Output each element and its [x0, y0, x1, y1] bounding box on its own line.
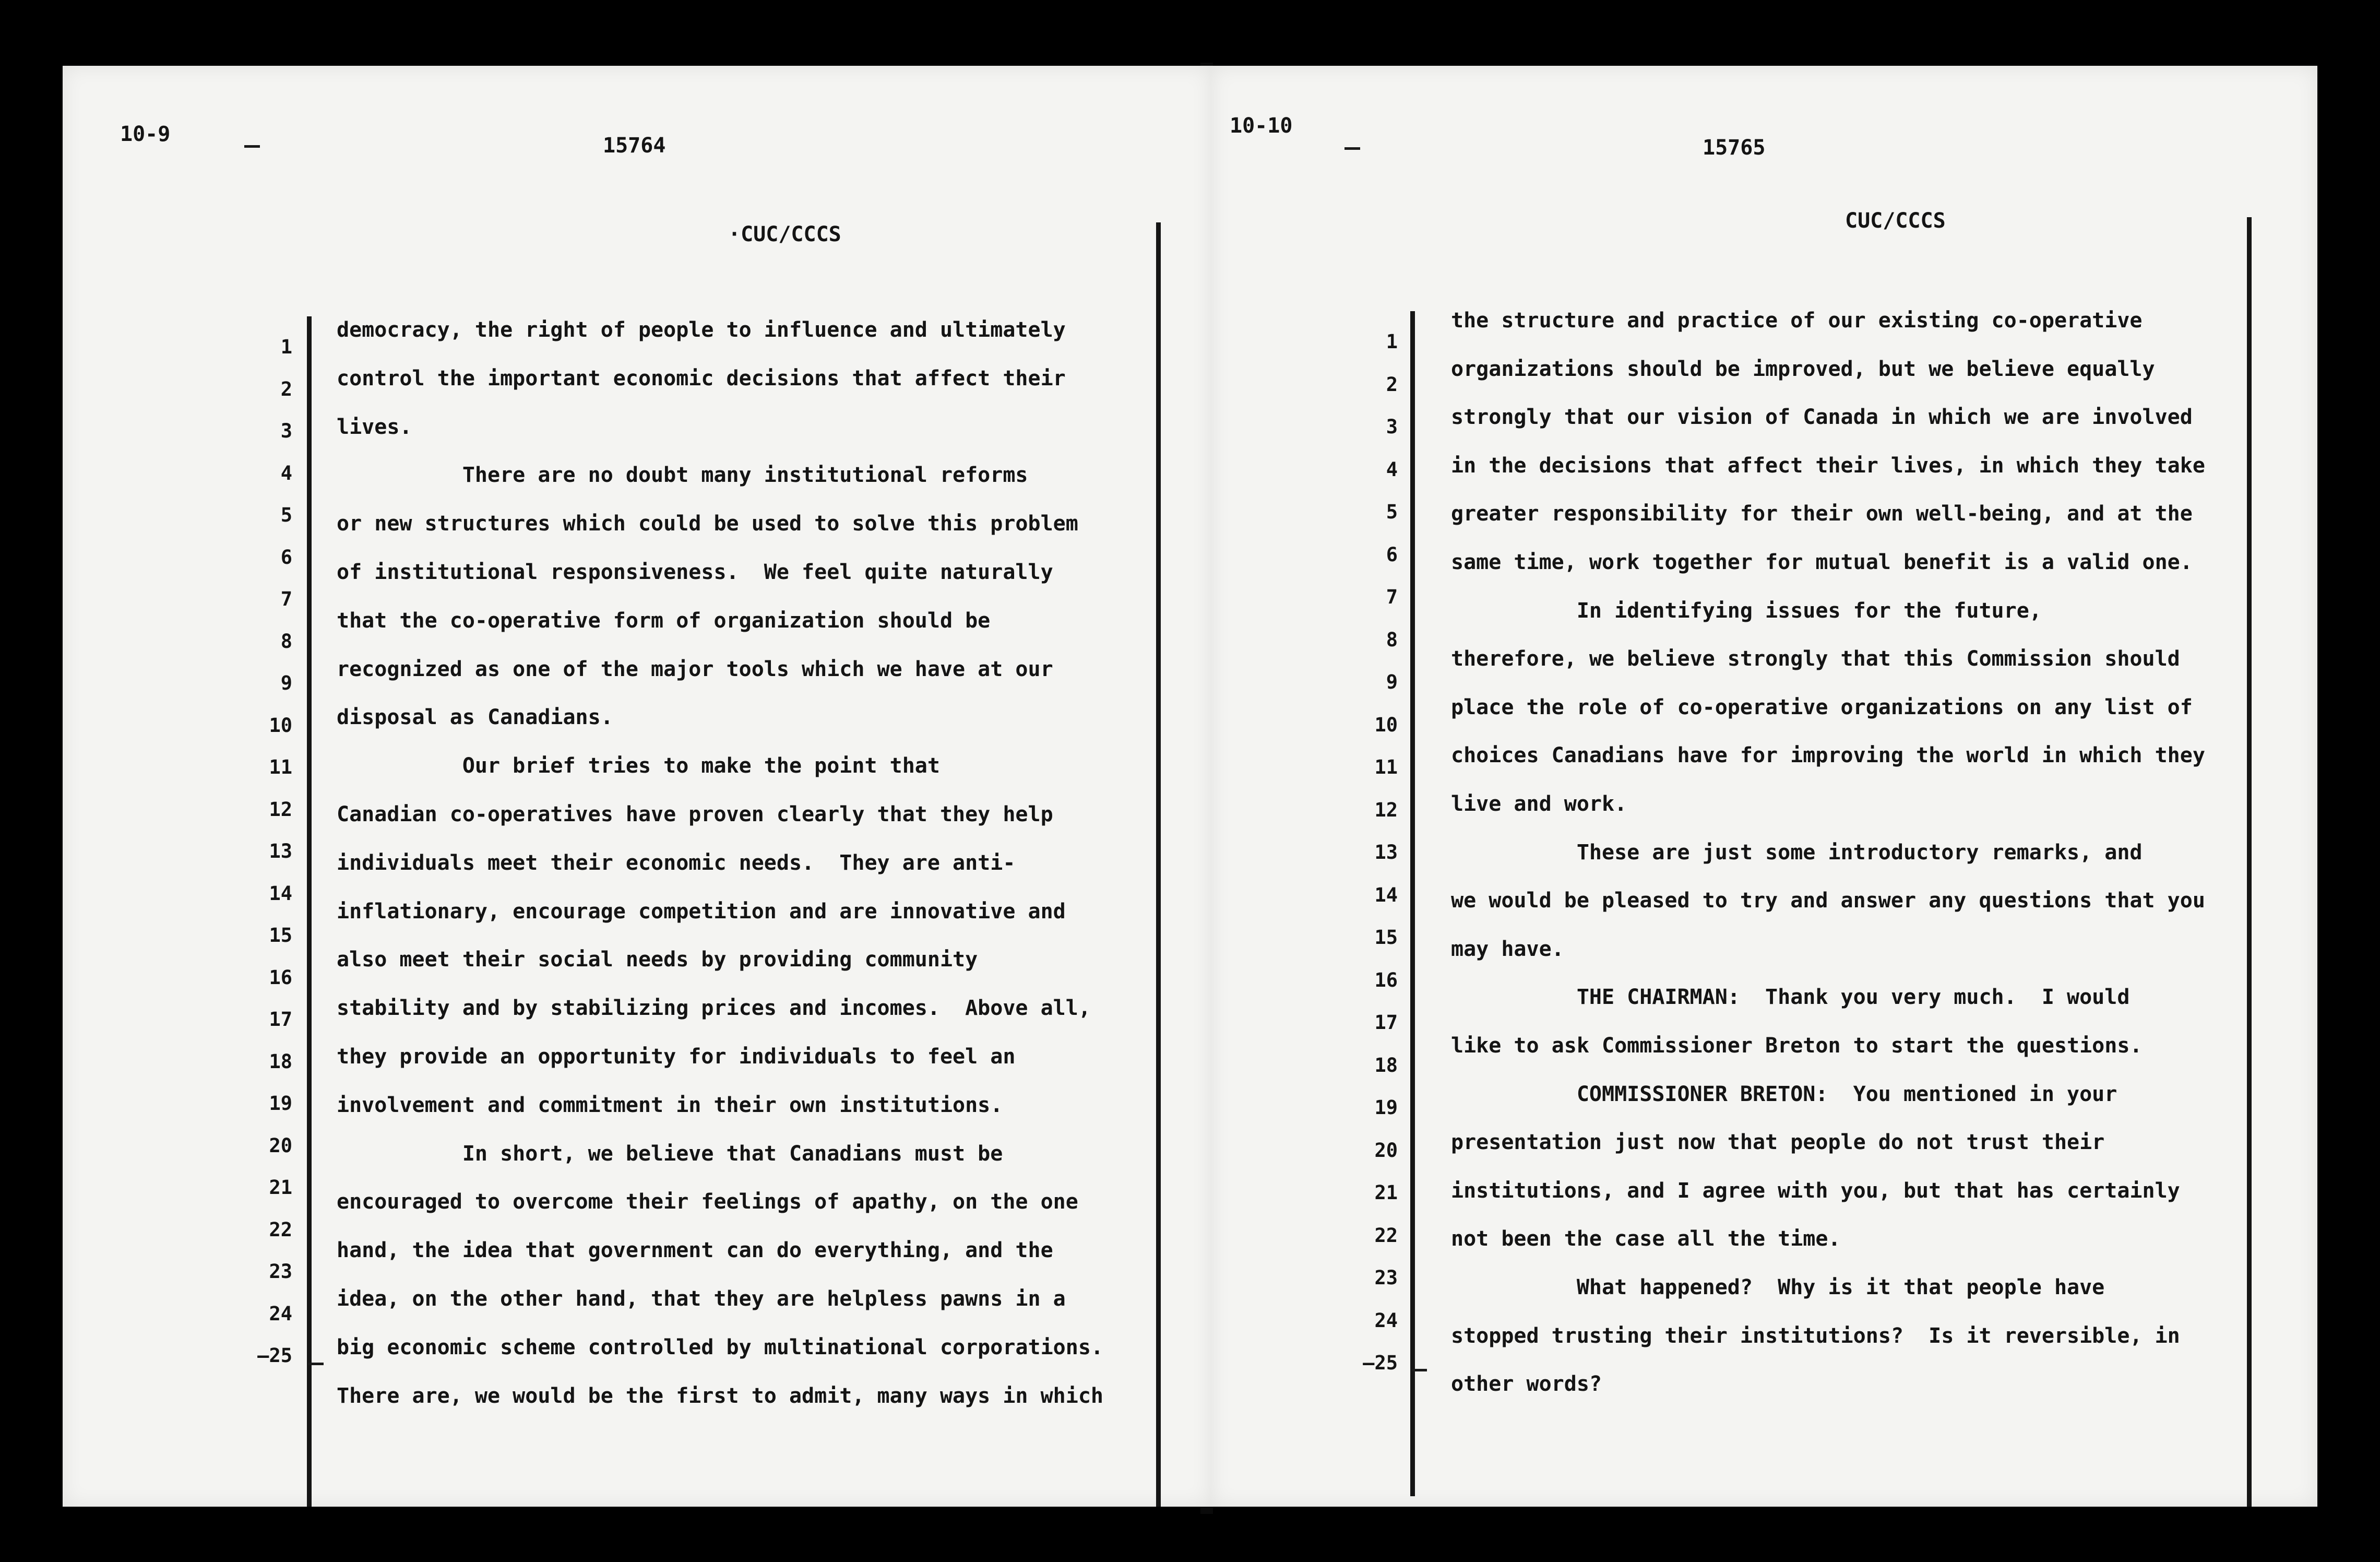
- line-number: 14: [1374, 883, 1398, 906]
- line-number: 1: [280, 336, 292, 358]
- transcript-line: encouraged to overcome their feelings of apathy, on the one: [337, 1190, 1078, 1214]
- transcript-line: lives.: [337, 415, 412, 439]
- transcript-line: hand, the idea that government can do everything, and the: [337, 1238, 1053, 1263]
- transcript-line: also meet their social needs by providing community: [337, 948, 978, 972]
- line-number: 22: [269, 1218, 292, 1241]
- transcript-line: These are just some introductory remarks, and: [1451, 840, 2143, 865]
- right-transcript-page: [1211, 66, 2317, 1507]
- transcript-line: institutions, and I agree with you, but that has certainly: [1451, 1178, 2180, 1203]
- left-page-number: 15764: [603, 134, 666, 158]
- line-number: 22: [1374, 1224, 1398, 1247]
- line-number: 13: [269, 840, 292, 862]
- transcript-line: choices Canadians have for improving the world in which they: [1451, 743, 2205, 768]
- line-number: 1: [1386, 330, 1398, 353]
- left-bottom-dash: [308, 1363, 324, 1365]
- line-number: 7: [280, 588, 292, 610]
- line-number: 4: [280, 462, 292, 484]
- line-number: 10: [1374, 713, 1398, 736]
- line-number: 14: [269, 882, 292, 905]
- line-number: 18: [269, 1050, 292, 1073]
- transcript-line: that the co-operative form of organization should be: [337, 608, 991, 633]
- transcript-line: of institutional responsiveness. We feel quite naturally: [337, 560, 1053, 584]
- transcript-line: Canadian co-operatives have proven clearly that they help: [337, 802, 1053, 826]
- line-number: 12: [269, 798, 292, 821]
- line-number: 21: [269, 1176, 292, 1199]
- line-number: 6: [1386, 543, 1398, 566]
- line-number: 24: [1374, 1309, 1398, 1332]
- transcript-line: same time, work together for mutual benefit is a valid one.: [1451, 550, 2193, 574]
- line-number: 11: [269, 756, 292, 778]
- line-number: 23: [1374, 1267, 1398, 1289]
- transcript-line: presentation just now that people do not trust their: [1451, 1130, 2105, 1155]
- transcript-line: COMMISSIONER BRETON: You mentioned in your: [1451, 1082, 2117, 1106]
- right-right-margin-rule: [2247, 217, 2252, 1507]
- left-page-ref: 10-9: [120, 122, 171, 146]
- transcript-line: organizations should be improved, but we believe equally: [1451, 357, 2155, 381]
- line-number: 19: [1374, 1096, 1398, 1119]
- right-margin-rule: [1410, 311, 1415, 1496]
- left-page-header: ·CUC/CCCS: [728, 222, 841, 246]
- line-number: 11: [1374, 756, 1398, 778]
- transcript-line: they provide an opportunity for individuals to feel an: [337, 1045, 1016, 1069]
- transcript-line: individuals meet their economic needs. They are anti-: [337, 850, 1016, 875]
- line-number: 5: [1386, 501, 1398, 523]
- transcript-line: There are no doubt many institutional reforms: [337, 463, 1028, 488]
- transcript-line: like to ask Commissioner Breton to start the questions.: [1451, 1034, 2143, 1058]
- line-number: —25: [257, 1344, 292, 1367]
- transcript-line: THE CHAIRMAN: Thank you very much. I would: [1451, 985, 2130, 1010]
- right-page-ref: 10-10: [1230, 114, 1293, 138]
- line-number: 12: [1374, 798, 1398, 821]
- left-right-margin-rule: [1156, 222, 1161, 1507]
- line-number: 4: [1386, 458, 1398, 481]
- line-number: 18: [1374, 1054, 1398, 1076]
- left-transcript-page: [63, 66, 1211, 1507]
- line-number: —25: [1363, 1352, 1398, 1374]
- line-number: 15: [1374, 926, 1398, 949]
- transcript-line: or new structures which could be used to solve this problem: [337, 512, 1078, 536]
- line-number: 19: [269, 1092, 292, 1115]
- transcript-line: idea, on the other hand, that they are helpless pawns in a: [337, 1287, 1066, 1311]
- transcript-line: stopped trusting their institutions? Is it reversible, in: [1451, 1323, 2180, 1348]
- right-bottom-dash: [1411, 1369, 1427, 1371]
- line-number: 5: [280, 504, 292, 526]
- transcript-line: in the decisions that affect their lives, in which they take: [1451, 453, 2205, 478]
- transcript-line: control the important economic decisions that affect their: [337, 366, 1066, 390]
- transcript-line: big economic scheme controlled by multinational corporations.: [337, 1335, 1104, 1359]
- transcript-line: recognized as one of the major tools which we have at our: [337, 657, 1053, 681]
- transcript-line: inflationary, encourage competition and are innovative and: [337, 899, 1066, 924]
- transcript-line: other words?: [1451, 1372, 1602, 1397]
- line-number: 17: [269, 1008, 292, 1031]
- right-header-dash: [1344, 147, 1360, 150]
- transcript-line: stability and by stabilizing prices and incomes. Above all,: [337, 996, 1091, 1021]
- transcript-line: place the role of co-operative organizations on any list of: [1451, 695, 2193, 719]
- line-number: 2: [280, 377, 292, 400]
- transcript-line: There are, we would be the first to admit, many ways in which: [337, 1383, 1104, 1408]
- left-header-dash: [244, 145, 260, 148]
- line-number: 24: [269, 1302, 292, 1325]
- line-number: 20: [269, 1134, 292, 1157]
- transcript-line: strongly that our vision of Canada in which we are involved: [1451, 405, 2193, 430]
- transcript-line: the structure and practice of our existing co-operative: [1451, 309, 2143, 333]
- line-number: 16: [269, 966, 292, 989]
- transcript-line: In short, we believe that Canadians must be: [337, 1141, 1003, 1166]
- transcript-line: disposal as Canadians.: [337, 705, 613, 730]
- line-number: 20: [1374, 1139, 1398, 1162]
- line-number: 8: [1386, 628, 1398, 651]
- line-number: 8: [280, 630, 292, 653]
- transcript-line: may have.: [1451, 937, 1564, 961]
- line-number: 16: [1374, 968, 1398, 991]
- right-page-header: CUC/CCCS: [1845, 209, 1946, 233]
- line-number: 9: [1386, 671, 1398, 693]
- line-number: 17: [1374, 1011, 1398, 1034]
- line-number: 15: [269, 924, 292, 946]
- line-number: 23: [269, 1260, 292, 1283]
- transcript-line: What happened? Why is it that people have: [1451, 1275, 2105, 1299]
- line-number: 10: [269, 714, 292, 737]
- transcript-line: live and work.: [1451, 792, 1627, 816]
- line-number: 9: [280, 672, 292, 694]
- line-number: 13: [1374, 841, 1398, 863]
- transcript-line: In identifying issues for the future,: [1451, 598, 2042, 623]
- transcript-line: not been the case all the time.: [1451, 1227, 1841, 1251]
- left-margin-rule: [307, 316, 312, 1507]
- line-number: 6: [280, 546, 292, 569]
- line-number: 21: [1374, 1181, 1398, 1204]
- line-number: 2: [1386, 373, 1398, 396]
- transcript-line: democracy, the right of people to influence and ultimately: [337, 318, 1066, 342]
- transcript-line: greater responsibility for their own well-being, and at the: [1451, 502, 2193, 526]
- right-page-number: 15765: [1703, 136, 1766, 160]
- transcript-line: we would be pleased to try and answer any questions that you: [1451, 889, 2205, 913]
- transcript-line: involvement and commitment in their own institutions.: [337, 1093, 1003, 1117]
- line-number: 7: [1386, 586, 1398, 608]
- transcript-line: Our brief tries to make the point that: [337, 754, 940, 778]
- line-number: 3: [1386, 416, 1398, 438]
- transcript-line: therefore, we believe strongly that this Commission should: [1451, 647, 2180, 671]
- line-number: 3: [280, 420, 292, 442]
